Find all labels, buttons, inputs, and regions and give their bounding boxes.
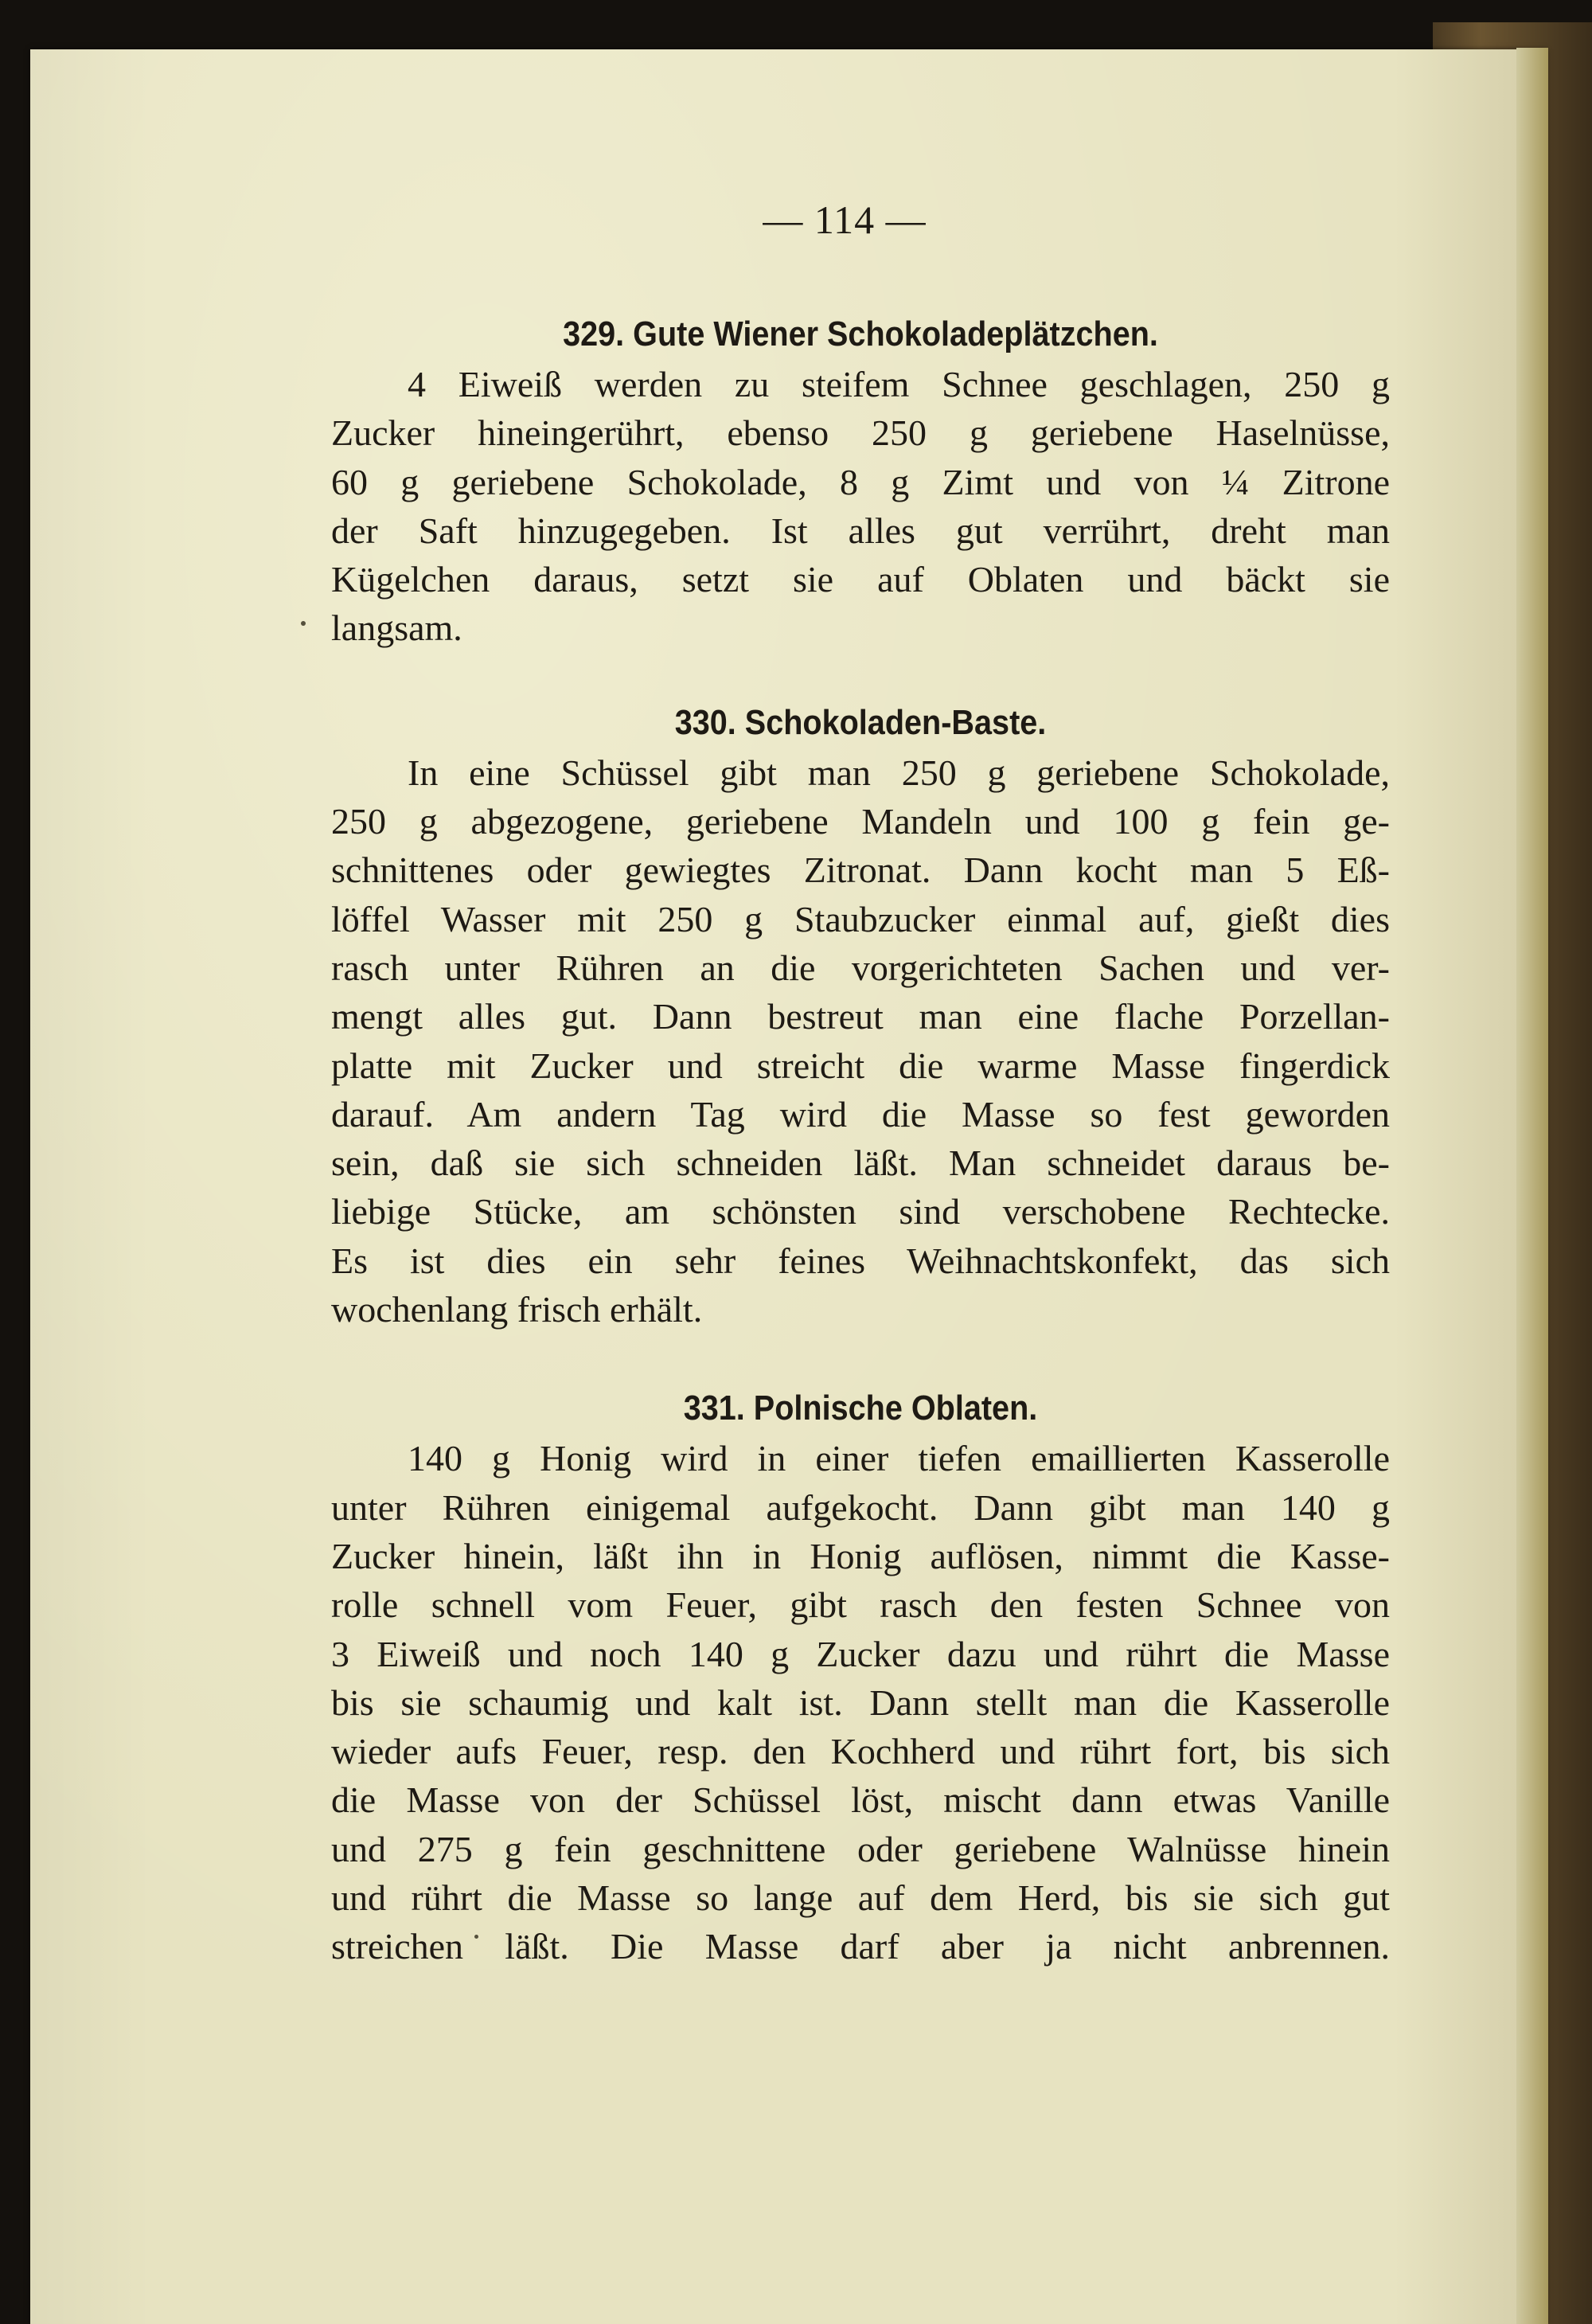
text-line: und rührt die Masse so lange auf dem Herd, bis sie sich gut	[331, 1877, 1390, 1919]
text-line: 4 Eiweiß werden zu steifem Schnee geschlagen, 250 g	[408, 364, 1390, 404]
text-line: mengt alles gut. Dann bestreut man eine flache Porzellan-	[331, 996, 1390, 1037]
text-line: der Saft hinzugegeben. Ist alles gut verrührt, dreht man	[331, 510, 1390, 551]
text-line: Es ist dies ein sehr feines Weihnachtskonfekt, das sich	[331, 1240, 1390, 1281]
text-line: sein, daß sie sich schneiden läßt. Man schneidet daraus be-	[331, 1142, 1390, 1184]
recipe-title: 329. Gute Wiener Schokoladeplätzchen.	[563, 314, 1158, 353]
text-line: unter Rühren einigemal aufgekocht. Dann gibt man 140 g	[331, 1486, 1390, 1528]
paper-speck	[301, 621, 306, 626]
text-line: Zucker hinein, läßt ihn in Honig auflösen, nimmt die Kasse-	[331, 1535, 1390, 1576]
text-line: 140 g Honig wird in einer tiefen emaillierten Kasserolle	[408, 1438, 1390, 1479]
text-line: rasch unter Rühren an die vorgerichteten Sachen und ver-	[331, 947, 1390, 988]
text-line: liebige Stücke, am schönsten sind verschobene Rechtecke.	[331, 1191, 1390, 1232]
text-line: streichen läßt. Die Masse darf aber ja nicht anbrennen.	[331, 1926, 1390, 1967]
text-line: löffel Wasser mit 250 g Staubzucker einmal auf, gießt dies	[331, 898, 1390, 939]
text-line: und 275 g fein geschnittene oder geriebene Walnüsse hinein	[331, 1828, 1390, 1869]
text-line: wochenlang frisch erhält.	[331, 1289, 703, 1330]
recipe-body	[331, 1434, 1390, 1971]
text-line: darauf. Am andern Tag wird die Masse so fest geworden	[331, 1093, 1390, 1135]
recipe-title: 330. Schokoladen-Baste.	[674, 702, 1047, 742]
text-line: wieder aufs Feuer, resp. den Kochherd und rührt fort, bis sich	[331, 1731, 1390, 1772]
text-line: 3 Eiweiß und noch 140 g Zucker dazu und rührt die Masse	[331, 1633, 1390, 1674]
text-line: 60 g geriebene Schokolade, 8 g Zimt und von ¼ Zitrone	[331, 461, 1390, 502]
page-fold	[1516, 48, 1548, 2324]
text-line: bis sie schaumig und kalt ist. Dann stellt man die Kasserolle	[331, 1681, 1390, 1723]
page-number: — 114 —	[763, 197, 927, 242]
text-line: In eine Schüssel gibt man 250 g geriebene Schokolade,	[408, 752, 1390, 793]
text-line: Zucker hineingerührt, ebenso 250 g geriebene Haselnüsse,	[331, 412, 1390, 454]
page-text	[331, 191, 1390, 1971]
text-line: langsam.	[331, 607, 462, 649]
recipe-body	[331, 748, 1390, 1334]
recipe-title: 331. Polnische Oblaten.	[683, 1389, 1038, 1428]
text-line: 250 g abgezogene, geriebene Mandeln und 100 g fein ge-	[331, 801, 1390, 842]
text-line: platte mit Zucker und streicht die warme Masse fingerdick	[331, 1045, 1390, 1086]
text-line: Kügelchen daraus, setzt sie auf Oblaten und bäckt sie	[331, 559, 1390, 600]
text-line: die Masse von der Schüssel löst, mischt dann etwas Vanille	[331, 1779, 1390, 1821]
text-line: schnittenes oder gewiegtes Zitronat. Dann kocht man 5 Eß-	[331, 850, 1390, 891]
recipe-body	[331, 360, 1390, 653]
text-line: rolle schnell vom Feuer, gibt rasch den festen Schnee von	[331, 1584, 1390, 1626]
